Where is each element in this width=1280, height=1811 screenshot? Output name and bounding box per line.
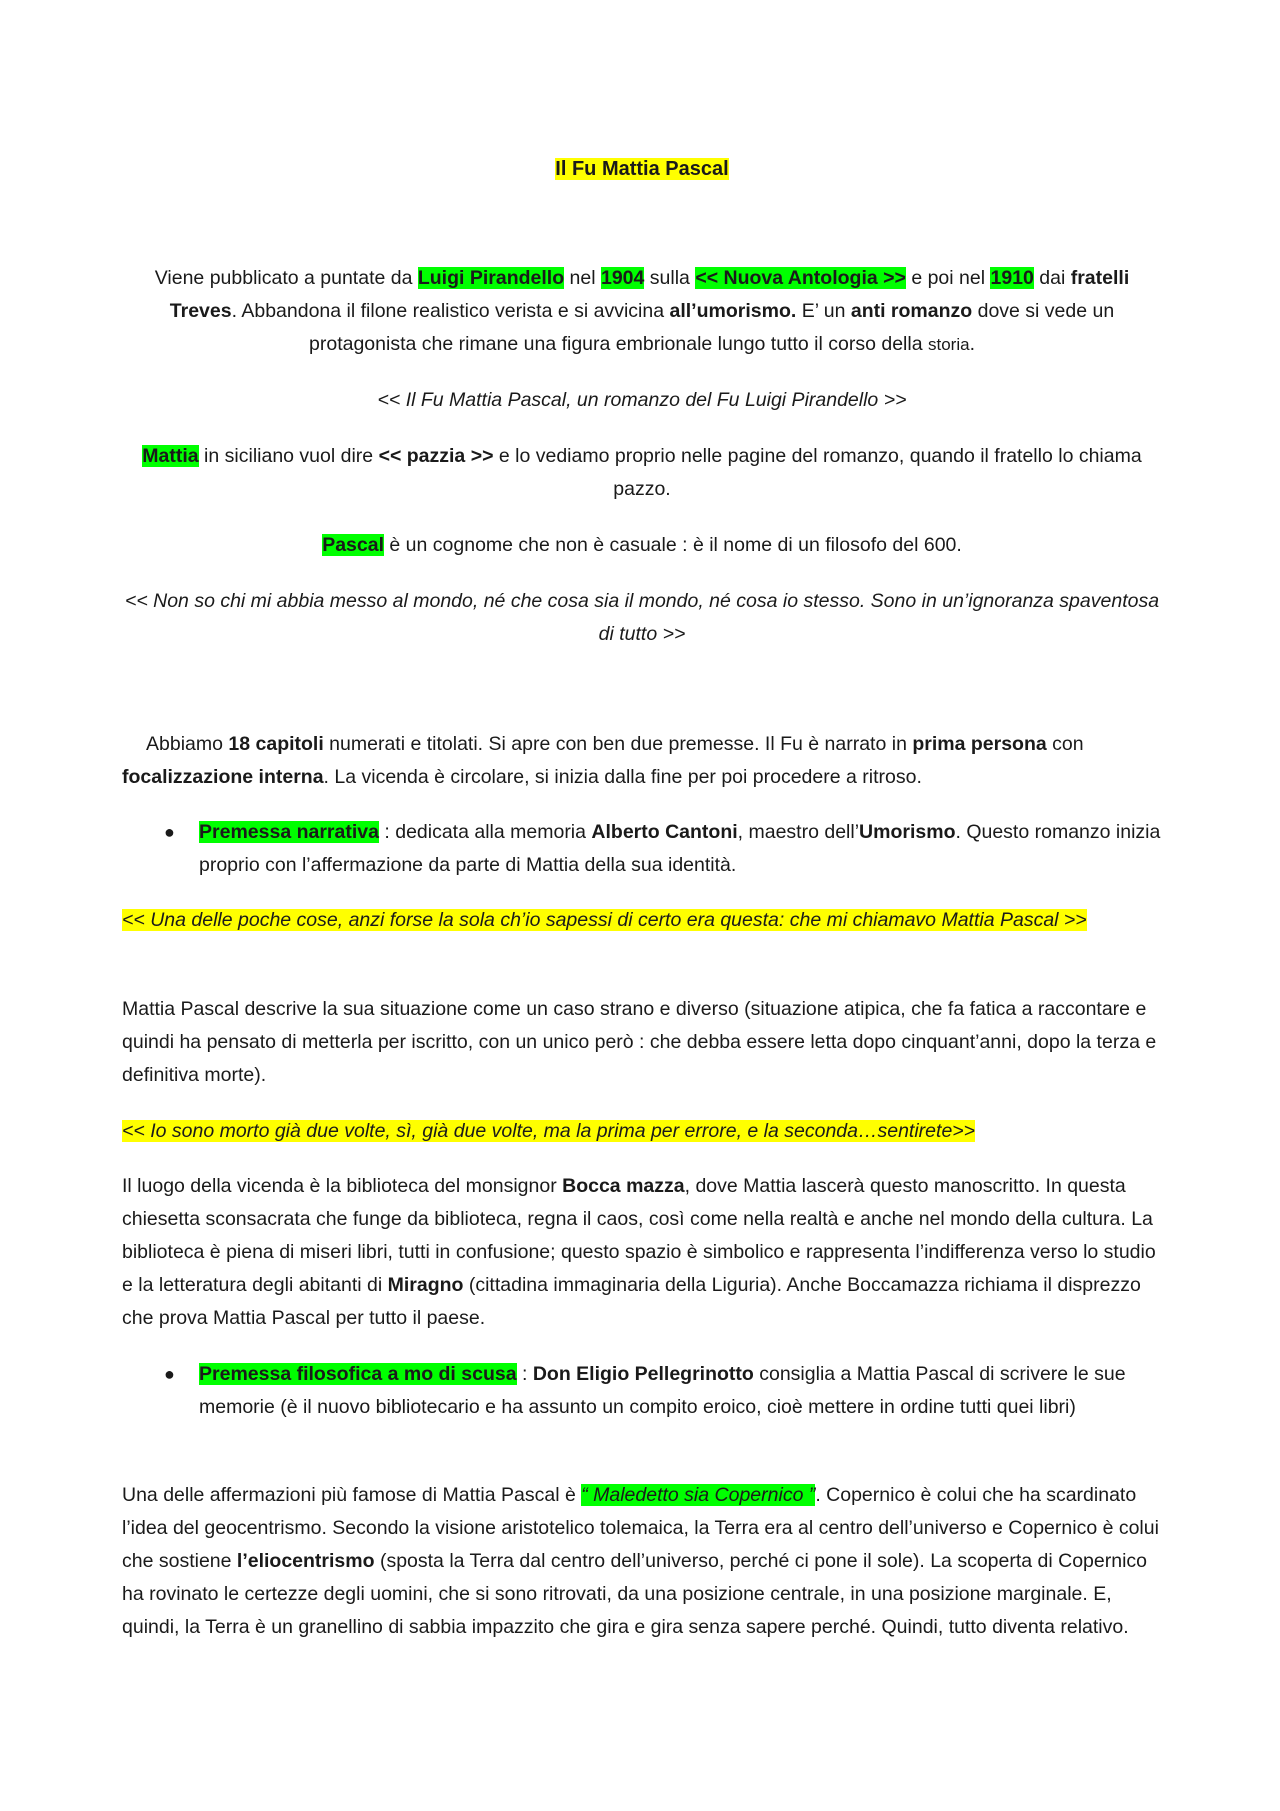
chapters-paragraph <box>122 728 1162 794</box>
intro-text: E’ un <box>796 300 851 322</box>
library-text: , dove Mattia lascerà questo manoscritto. In questa chiesetta sconsacrata che funge da biblioteca, regna il caos, così come nella realtà e anche nel mondo della cultura. La biblioteca è piena di miseri libri, tutti in confusione; questo spazio è simbolico e rappresenta l’indifferenza verso lo studio e la letteratura degli abitanti di <box>122 1175 1156 1296</box>
library-text: Il luogo della vicenda è la biblioteca del monsignor <box>122 1175 563 1197</box>
year-highlight: 1904 <box>600 267 645 289</box>
bullet-bold: Don Eligio Pellegrinotto <box>532 1363 754 1385</box>
bullet-icon: ● <box>164 1364 175 1384</box>
situation-text: Mattia Pascal descrive la sua situazione come un caso strano e diverso (situazione atipica, che fa fatica a raccontare e quindi ha pensato di metterla per iscritto, con un unico però : che debba essere letta dopo cinquant’anni, dopo la terza e definitiva morte). <box>122 998 1157 1086</box>
premessa-label: Premessa narrativa <box>199 821 379 843</box>
intro-text: . <box>969 333 975 355</box>
bullet-text-part: . Questo romanzo inizia proprio con l’affermazione da parte di Mattia della sua identità. <box>199 821 1161 876</box>
anti-romanzo-bold: anti romanzo <box>850 300 973 322</box>
bullet-bold: Alberto Cantoni <box>591 821 738 843</box>
page-title <box>122 153 1162 186</box>
library-text: (cittadina immaginaria della Liguria). Anche Boccamazza richiama il disprezzo che prova Mattia Pascal per tutto il paese. <box>122 1274 1141 1329</box>
publisher-bold: fratelli Treves <box>169 267 1130 322</box>
chapters-bold: 18 capitoli <box>228 733 324 755</box>
pazzia-bold: << pazzia >> <box>378 445 494 467</box>
journal-highlight: << Nuova Antologia >> <box>695 267 906 289</box>
quote-highlight: << Una delle poche cose, anzi forse la sola ch’io sapessi di certo era questa: che mi chiamavo Mattia Pascal >> <box>122 909 1087 931</box>
bullet-text-part: , maestro dell’ <box>737 821 860 843</box>
library-paragraph <box>122 1170 1162 1335</box>
quote-text: << Il Fu Mattia Pascal, un romanzo del Fu Luigi Pirandello >> <box>377 389 907 411</box>
quote-text: << Non so chi mi abbia messo al mondo, né che cosa sia il mondo, né cosa io stesso. Sono in un’ignoranza spaventosa di tutto >> <box>124 590 1160 645</box>
quote-highlight: << Io sono morto già due volte, sì, già due volte, ma la prima per errore, e la seconda…sentirete>> <box>122 1120 976 1142</box>
intro-paragraph <box>122 262 1162 361</box>
intro-text: dai <box>1033 267 1071 289</box>
chapters-text: Abbiamo <box>146 733 229 755</box>
quote-morto <box>122 1115 1162 1148</box>
intro-text: e poi nel <box>905 267 991 289</box>
pascal-text: è un cognome che non è casuale : è il nome di un filosofo del 600. <box>384 534 962 556</box>
pascal-paragraph <box>122 529 1162 562</box>
year-highlight: 1910 <box>990 267 1034 289</box>
author-highlight: Luigi Pirandello <box>417 267 565 289</box>
pascal-highlight: Pascal <box>322 534 384 556</box>
quote-pascal <box>122 585 1162 651</box>
mattia-text: e lo vediamo proprio nelle pagine del romanzo, quando il fratello lo chiama pazzo. <box>493 445 1142 500</box>
bullet-premessa-filosofica <box>122 1358 1162 1424</box>
intro-text: Viene pubblicato a puntate da <box>154 267 418 289</box>
bullet-icon: ● <box>164 822 175 842</box>
bullet-premessa-narrativa <box>122 816 1162 882</box>
intro-text: dove si vede un protagonista che rimane una figura embrionale lungo tutto il corso della <box>309 300 1115 355</box>
chapters-bold: prima persona <box>912 733 1047 755</box>
chapters-text: . La vicenda è circolare, si inizia dalla fine per poi procedere a ritroso. <box>323 766 922 788</box>
bullet-text-part: : <box>516 1363 533 1385</box>
bullet-text-part: consiglia a Mattia Pascal di scrivere le sue memorie (è il nuovo bibliotecario e ha assunto un compito eroico, cioè mettere in ordine tutti quei libri) <box>199 1363 1126 1418</box>
library-bold: Bocca mazza <box>562 1175 685 1197</box>
copernico-text: (sposta la Terra dal centro dell’universo, perché ci pone il sole). La scoperta di Copernico ha rovinato le certezze degli uomini, che si sono ritrovati, da una posizione centrale, in una posizione marginale. E, quindi, la Terra è un granellino di sabbia impazzito che gira e gira senza sapere perché. Quindi, tutto diventa relativo. <box>122 1550 1147 1638</box>
copernico-text: . Copernico è colui che ha scardinato l’idea del geocentrismo. Secondo la visione aristotelico tolemaica, la Terra era al centro dell’universo e Copernico è colui che sostiene <box>122 1484 1159 1572</box>
title-highlight: Il Fu Mattia Pascal <box>555 158 729 180</box>
library-bold: Miragno <box>387 1274 464 1296</box>
mattia-highlight: Mattia <box>142 445 199 467</box>
copernico-quote-highlight: “ Maledetto sia Copernico ” <box>581 1484 816 1506</box>
copernico-text: Una delle affermazioni più famose di Mattia Pascal è <box>122 1484 582 1506</box>
mattia-text: in siciliano vuol dire <box>198 445 379 467</box>
copernico-paragraph <box>122 1479 1162 1644</box>
chapters-text: numerati e titolati. Si apre con ben due premesse. Il Fu è narrato in <box>323 733 913 755</box>
umorismo-bold: all’umorismo. <box>669 300 797 322</box>
bullet-bold: Umorismo <box>859 821 956 843</box>
copernico-bold: l’eliocentrismo <box>236 1550 375 1572</box>
quote-identity <box>122 904 1162 937</box>
quote-title <box>122 384 1162 417</box>
intro-text: . Abbandona il filone realistico verista e si avvicina <box>231 300 670 322</box>
situation-paragraph <box>122 993 1162 1092</box>
premessa-label: Premessa filosofica a mo di scusa <box>199 1363 517 1385</box>
mattia-paragraph <box>122 440 1162 506</box>
intro-text: nel <box>564 267 601 289</box>
chapters-bold: focalizzazione interna <box>122 766 324 788</box>
storia-word: storia <box>927 335 970 354</box>
bullet-text <box>199 816 1162 882</box>
bullet-text-part: : dedicata alla memoria <box>378 821 592 843</box>
intro-text: sulla <box>644 267 696 289</box>
bullet-text <box>199 1358 1162 1424</box>
chapters-text: con <box>1046 733 1084 755</box>
